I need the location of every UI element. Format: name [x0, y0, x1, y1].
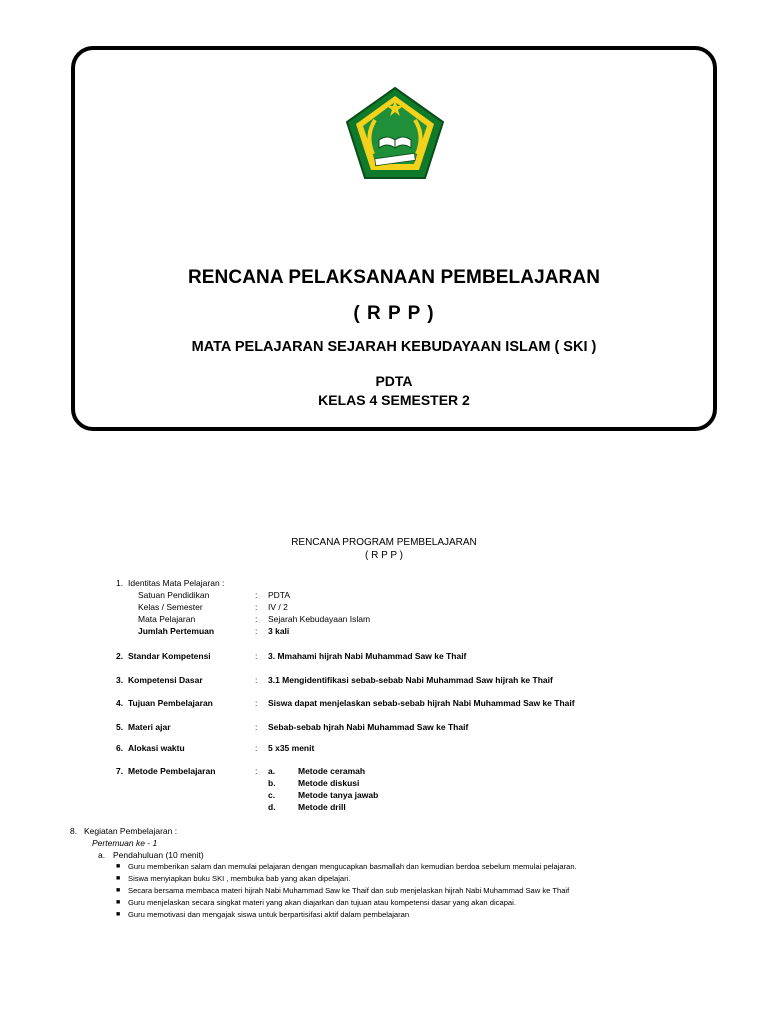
item-value: Siswa dapat menjelaskan sebab-sebab hijrah Nabi Muhammad Saw ke Thaif — [268, 698, 575, 708]
method-letter: d. — [268, 802, 276, 812]
method-text: Metode ceramah — [298, 766, 366, 776]
item-label: Standar Kompetensi — [128, 651, 211, 661]
sub-letter: a. — [98, 850, 106, 860]
item-sep: : — [255, 698, 258, 708]
item-label: Kompetensi Dasar — [128, 675, 203, 685]
list-item: Siswa menyiapkan buku SKI , membuka bab yang akan dipelajari. — [128, 874, 351, 883]
identity-value: Sejarah Kebudayaan Islam — [268, 614, 371, 624]
item-sep: : — [255, 743, 258, 753]
identity-sep: : — [255, 626, 258, 636]
identity-label: Mata Pelajaran — [138, 614, 196, 624]
list-item: Guru memberikan salam dan memulai pelajaran dengan mengucapkan basmallah dan kemudian berdoa sebelum memulai pelajaran. — [128, 862, 577, 871]
identity-label: Satuan Pendidikan — [138, 590, 210, 600]
section1-label: Identitas Mata Pelajaran : — [128, 578, 225, 588]
item-sep: : — [255, 675, 258, 685]
item-value: 3.1 Mengidentifikasi sebab-sebab Nabi Muhammad Saw hijrah ke Thaif — [268, 675, 553, 685]
item-value: 5 x35 menit — [268, 743, 315, 753]
identity-value: IV / 2 — [268, 602, 288, 612]
item-num: 4. — [116, 698, 124, 708]
bullet-icon: ■ — [116, 911, 121, 918]
method-letter: a. — [268, 766, 276, 776]
item-label: Tujuan Pembelajaran — [128, 698, 213, 708]
item-label: Alokasi waktu — [128, 743, 185, 753]
section8-num: 8. — [70, 826, 78, 836]
identity-label: Kelas / Semester — [138, 602, 203, 612]
identity-sep: : — [255, 590, 258, 600]
item-value: 3. Mmahami hijrah Nabi Muhammad Saw ke Thaif — [268, 651, 467, 661]
kemenag-logo-icon — [343, 84, 447, 182]
list-item: Guru menjelaskan secara singkat materi yang akan diajarkan dan tujuan atau kompetensi dasar yang akan dicapai. — [128, 898, 516, 907]
section1-num: 1. — [116, 578, 124, 588]
item-num: 3. — [116, 675, 124, 685]
list-item: Secara bersama membaca materi hijrah Nabi Muhammad Saw ke Thaif dan sub menjelaskan hijrah Nabi Muhammad Saw ke Thaif — [128, 886, 570, 895]
cover-class-semester: KELAS 4 SEMESTER 2 — [318, 392, 470, 408]
identity-sep: : — [255, 614, 258, 624]
item-value: Sebab-sebab hjrah Nabi Muhammad Saw ke Thaif — [268, 722, 469, 732]
meeting-label: Pertemuan ke - 1 — [92, 838, 158, 848]
bullet-icon: ■ — [116, 887, 121, 894]
bullet-icon: ■ — [116, 899, 121, 906]
doc-abbr: ( R P P ) — [365, 550, 403, 561]
method-text: Metode diskusi — [298, 778, 360, 788]
item-num: 6. — [116, 743, 124, 753]
method-text: Metode drill — [298, 802, 346, 812]
item-num: 7. — [116, 766, 124, 776]
cover-box — [71, 46, 717, 431]
identity-label: Jumlah Pertemuan — [138, 626, 215, 636]
cover-subject: MATA PELAJARAN SEJARAH KEBUDAYAAN ISLAM ( SKI ) — [191, 339, 597, 355]
item-sep: : — [255, 766, 258, 776]
sub-label: Pendahuluan (10 menit) — [113, 850, 204, 860]
section8-label: Kegiatan Pembelajaran : — [84, 826, 178, 836]
list-item: Guru memotivasi dan mengajak siswa untuk berpartisifasi aktif dalam pembelajaran — [128, 910, 410, 919]
method-letter: b. — [268, 778, 276, 788]
item-label: Metode Pembelajaran — [128, 766, 216, 776]
method-letter: c. — [268, 790, 276, 800]
bullet-icon: ■ — [116, 875, 121, 882]
cover-abbr: ( R P P ) — [353, 303, 435, 324]
method-text: Metode tanya jawab — [298, 790, 379, 800]
item-label: Materi ajar — [128, 722, 171, 732]
identity-sep: : — [255, 602, 258, 612]
item-num: 2. — [116, 651, 124, 661]
doc-title: RENCANA PROGRAM PEMBELAJARAN — [291, 537, 477, 548]
identity-value: 3 kali — [268, 626, 290, 636]
item-sep: : — [255, 722, 258, 732]
cover-title: RENCANA PELAKSANAAN PEMBELAJARAN — [187, 267, 601, 288]
cover-program: PDTA — [375, 373, 413, 389]
identity-value: PDTA — [268, 590, 291, 600]
item-num: 5. — [116, 722, 124, 732]
item-sep: : — [255, 651, 258, 661]
bullet-icon: ■ — [116, 863, 121, 870]
